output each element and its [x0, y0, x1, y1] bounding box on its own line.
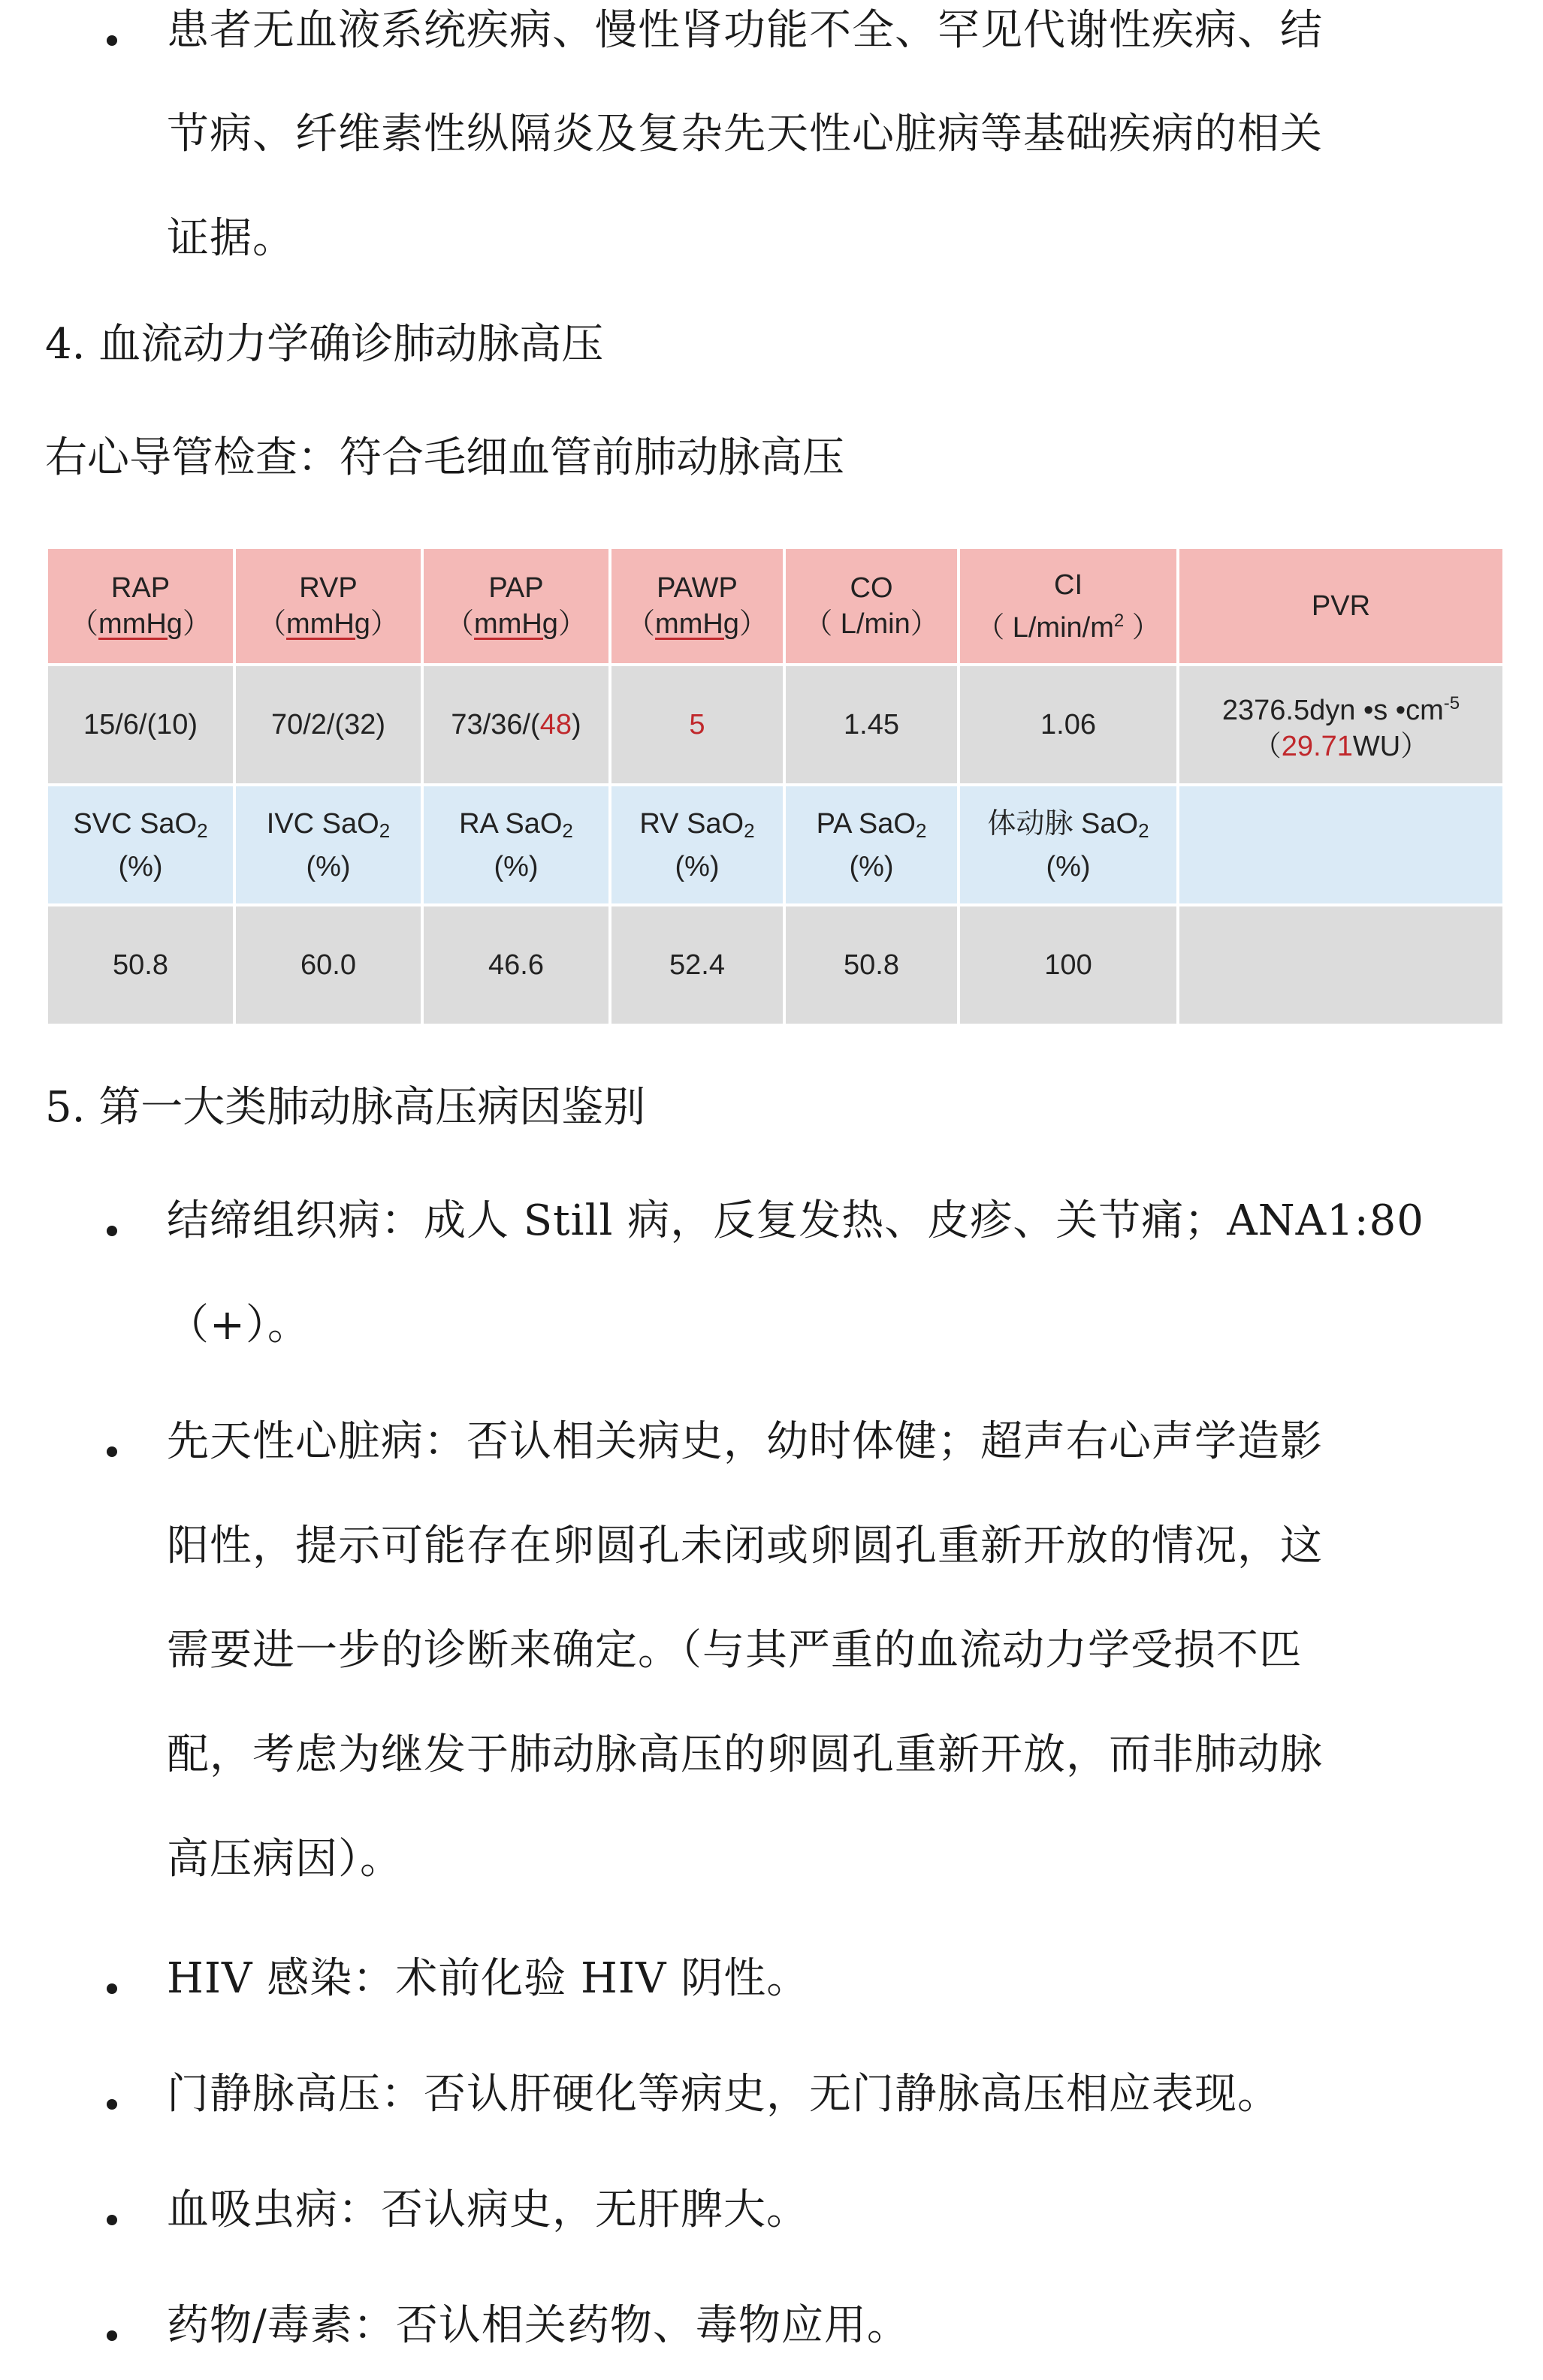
bullet-text-line: 高压病因）。: [167, 1835, 403, 1884]
value-cell-pvr: 2376.5dyn •s $•cm^{-5}$ （29.71WU）: [1178, 665, 1504, 785]
table-header-row: [47, 547, 1504, 665]
value-cell-ivc: 60.0: [234, 905, 422, 1025]
empty-cell: [1178, 905, 1504, 1025]
header-cell-pap: PAP （mmHg）: [422, 547, 610, 665]
header-cell-rap: RAP （mmHg）: [47, 547, 234, 665]
header-cell-ci: CI （ $L/\min/m^2$ ）: [959, 547, 1178, 665]
value-cell-systemic: 100: [959, 905, 1178, 1025]
value-cell-pawp: 5: [610, 665, 784, 785]
value-cell-ra: 46.6: [422, 905, 610, 1025]
bullet-text-line: 阳性，提示可能存在卵圆孔未闭或卵圆孔重新开放的情况，这: [167, 1522, 1323, 1570]
bullet-dot: [107, 1983, 117, 1994]
header-cell-pa: PA SaO$_2$ (%): [784, 785, 959, 905]
bullet-text-line: 节病、纤维素性纵隔炎及复杂先天性心脏病等基础疾病的相关: [167, 110, 1323, 158]
section-heading-5: 5. 第一大类肺动脉高压病因鉴别: [45, 1083, 646, 1132]
value-cell-pap: 73/36/(48): [422, 665, 610, 785]
hemodynamics-table: [45, 546, 1505, 1027]
table-header-row-sao2: [47, 785, 1504, 905]
header-cell-systemic: 体动脉 SaO$_2$ (%): [959, 785, 1178, 905]
header-cell-pawp: PAWP （mmHg）: [610, 547, 784, 665]
value-cell-rap: 15/6/(10): [47, 665, 234, 785]
header-cell-ra: RA SaO$_2$ (%): [422, 785, 610, 905]
header-cell-co: CO （ L/min）: [784, 547, 959, 665]
header-cell-svc: SVC SaO$_2$ (%): [47, 785, 234, 905]
bullet-dot: [107, 35, 117, 46]
bullet-text-line: 需要进一步的诊断来确定。（与其严重的血流动力学受损不匹: [167, 1626, 1302, 1675]
bullet-dot: [107, 1226, 117, 1236]
header-cell-ivc: IVC SaO$_2$ (%): [234, 785, 422, 905]
header-cell-pvr: PVR: [1178, 547, 1504, 665]
table-row: [47, 665, 1504, 785]
bullet-dot: [107, 2215, 117, 2225]
value-cell-svc: 50.8: [47, 905, 234, 1025]
value-cell-pa: 50.8: [784, 905, 959, 1025]
bullet-text-line: 证据。: [167, 214, 295, 263]
bullet-text-line: 患者无血液系统疾病、慢性肾功能不全、罕见代谢性疾病、结: [167, 6, 1323, 55]
bullet-text-line: 药物/毒素：否认相关药物、毒物应用。: [167, 2301, 910, 2350]
table-row: [47, 905, 1504, 1025]
bullet-text-line: 门静脉高压：否认肝硬化等病史，无门静脉高压相应表现。: [167, 2070, 1280, 2119]
value-cell-ci: 1.06: [959, 665, 1178, 785]
header-cell-rvp: RVP （mmHg）: [234, 547, 422, 665]
bullet-dot: [107, 2099, 117, 2110]
bullet-text-line: （+）。: [167, 1301, 310, 1350]
bullet-text-line: 配，考虑为继发于肺动脉高压的卵圆孔重新开放，而非肺动脉: [167, 1730, 1323, 1779]
bullet-text-line: 结缔组织病：成人 Still 病，反复发热、皮疹、关节痛；ANA1:80: [167, 1196, 1424, 1245]
empty-cell: [1178, 785, 1504, 905]
bullet-dot: [107, 2330, 117, 2341]
value-cell-co: 1.45: [784, 665, 959, 785]
bullet-dot: [107, 1446, 117, 1457]
bullet-text-line: HIV 感染：术前化验 HIV 阴性。: [167, 1954, 810, 2003]
section-subtitle: 右心导管检查：符合毛细血管前肺动脉高压: [45, 433, 844, 482]
bullet-text-line: 先天性心脏病：否认相关病史，幼时体健；超声右心声学造影: [167, 1417, 1323, 1466]
header-cell-rv: RV SaO$_2$ (%): [610, 785, 784, 905]
value-cell-rv: 52.4: [610, 905, 784, 1025]
value-cell-rvp: 70/2/(32): [234, 665, 422, 785]
section-heading-4: 4. 血流动力学确诊肺动脉高压: [45, 320, 604, 369]
bullet-text-line: 血吸虫病：否认病史，无肝脾大。: [167, 2185, 809, 2234]
